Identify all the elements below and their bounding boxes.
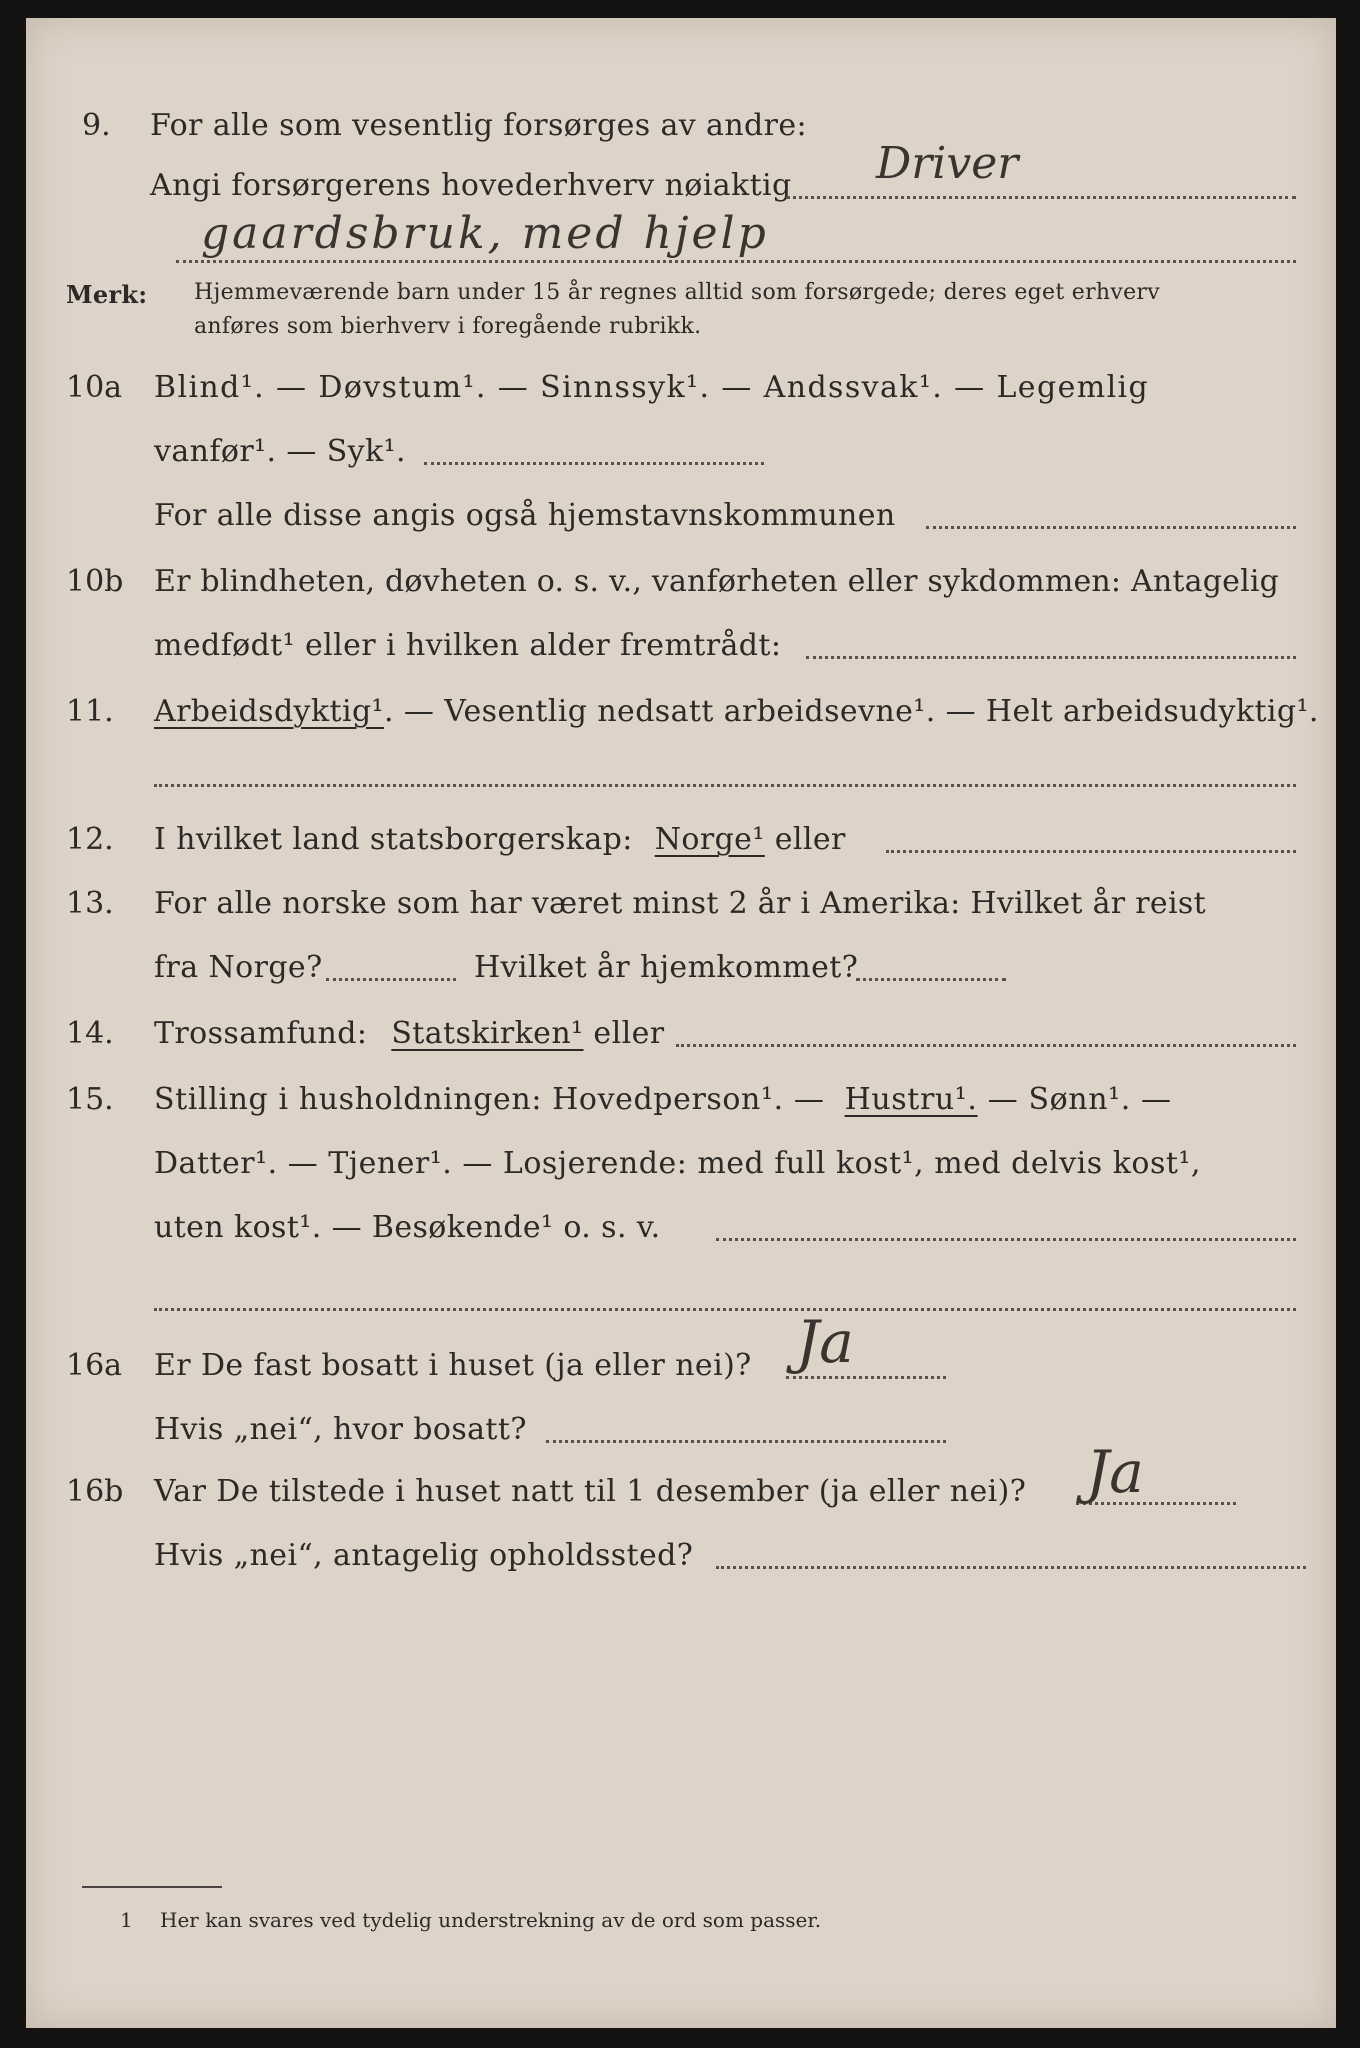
q16a-answer-line2[interactable]: [546, 1440, 946, 1443]
q10a-answer-line2[interactable]: [926, 526, 1296, 529]
q16b-number: 16b: [66, 1474, 124, 1509]
census-form-page: [26, 18, 1336, 2028]
q13-year-left-line[interactable]: [326, 978, 456, 981]
q12-number: 12.: [66, 822, 114, 857]
q14-line: [154, 1016, 664, 1051]
q10a-answer-line1[interactable]: [424, 462, 764, 465]
q16a-handwritten-answer: Ja: [796, 1308, 854, 1376]
q14-question: Trossamfund:: [154, 1016, 368, 1051]
q15-answer-line2[interactable]: [154, 1308, 1296, 1311]
q15-line2: Datter¹. — Tjener¹. — Losjerende: med full kost¹, med delvis kost¹,: [154, 1146, 1201, 1181]
q13-line1: For alle norske som har været minst 2 år i Amerika: Hvilket år reist: [154, 886, 1206, 921]
q13-number: 13.: [66, 886, 114, 921]
q12-eller: eller: [774, 822, 846, 857]
q10a-line3: For alle disse angis også hjemstavnskommunen: [154, 498, 896, 533]
q9-line2: Angi forsørgerens hovederhverv nøiaktig: [150, 168, 792, 203]
q15-underlined-answer: Hustru¹.: [844, 1082, 978, 1117]
merk-line1: Hjemmeværende barn under 15 år regnes alltid som forsørgede; deres eget erhverv: [194, 280, 1160, 305]
q14-eller: eller: [593, 1016, 665, 1051]
q16a-number: 16a: [66, 1348, 123, 1383]
footnote-text: Her kan svares ved tydelig understrekning av de ord som passer.: [160, 1908, 822, 1932]
q11-line: [154, 694, 1319, 729]
merk-label: Merk:: [66, 280, 148, 309]
q9-handwritten-answer2: gaardsbruk, med hjelp: [201, 208, 769, 259]
q12-question: I hvilket land statsborgerskap:: [154, 822, 633, 857]
q11-number: 11.: [66, 694, 114, 729]
q9-answer-line2[interactable]: [176, 260, 1296, 263]
q9-handwritten-answer1: Driver: [876, 138, 1019, 189]
q10b-line2: medfødt¹ eller i hvilken alder fremtrådt:: [154, 628, 782, 663]
q13-line2a: fra Norge?: [154, 950, 323, 985]
q10b-line1: Er blindheten, døvheten o. s. v., vanførheten eller sykdommen: Antagelig: [154, 564, 1280, 599]
q12-underlined-answer: Norge¹: [654, 822, 765, 857]
q10a-line2: vanfør¹. — Syk¹.: [154, 434, 406, 469]
q10b-answer-line[interactable]: [806, 656, 1296, 659]
q10a-line1: Blind¹. — Døvstum¹. — Sinnssyk¹. — Andssvak¹. — Legemlig: [154, 370, 1150, 405]
q10b-number: 10b: [66, 564, 124, 599]
q13-line2b: Hvilket år hjemkommet?: [474, 950, 859, 985]
q16b-handwritten-answer: Ja: [1086, 1438, 1144, 1506]
q16a-line1: Er De fast bosatt i huset (ja eller nei)?: [154, 1348, 752, 1383]
q15-line1: [154, 1082, 1172, 1117]
merk-line2: anføres som bierhverv i foregående rubrikk.: [194, 314, 702, 339]
q15-line1-text: Stilling i husholdningen: Hovedperson¹. —: [154, 1082, 825, 1117]
q11-answer-line[interactable]: [154, 784, 1296, 787]
q12-line: [154, 822, 846, 857]
q15-line1-end: — Sønn¹. —: [987, 1082, 1172, 1117]
q9-answer-line1[interactable]: [786, 196, 1296, 199]
q15-number: 15.: [66, 1082, 114, 1117]
footnote-rule: [82, 1886, 222, 1888]
q16a-line2: Hvis „nei“, hvor bosatt?: [154, 1412, 527, 1447]
q16b-answer-line2[interactable]: [716, 1566, 1306, 1569]
q10a-number: 10a: [66, 370, 123, 405]
q13-year-returned-line[interactable]: [856, 978, 1006, 981]
footnote-mark: 1: [120, 1908, 133, 1932]
q9-line1: For alle som vesentlig forsørges av andre:: [150, 108, 808, 143]
q15-line3: uten kost¹. — Besøkende¹ o. s. v.: [154, 1210, 661, 1245]
q14-underlined-answer: Statskirken¹: [391, 1016, 584, 1051]
q12-answer-line[interactable]: [886, 850, 1296, 853]
q14-answer-line[interactable]: [676, 1044, 1296, 1047]
q16b-line1: Var De tilstede i huset natt til 1 desember (ja eller nei)?: [154, 1474, 1027, 1509]
q14-number: 14.: [66, 1016, 114, 1051]
q16b-line2: Hvis „nei“, antagelig opholdssted?: [154, 1538, 694, 1573]
q9-number: 9.: [82, 108, 111, 143]
q16a-answer-line1[interactable]: [786, 1376, 946, 1379]
q11-rest: . — Vesentlig nedsatt arbeidsevne¹. — Helt arbeidsudyktig¹.: [383, 694, 1319, 729]
q15-answer-line1[interactable]: [716, 1238, 1296, 1241]
q11-underlined-answer: Arbeidsdyktig¹: [154, 694, 384, 729]
